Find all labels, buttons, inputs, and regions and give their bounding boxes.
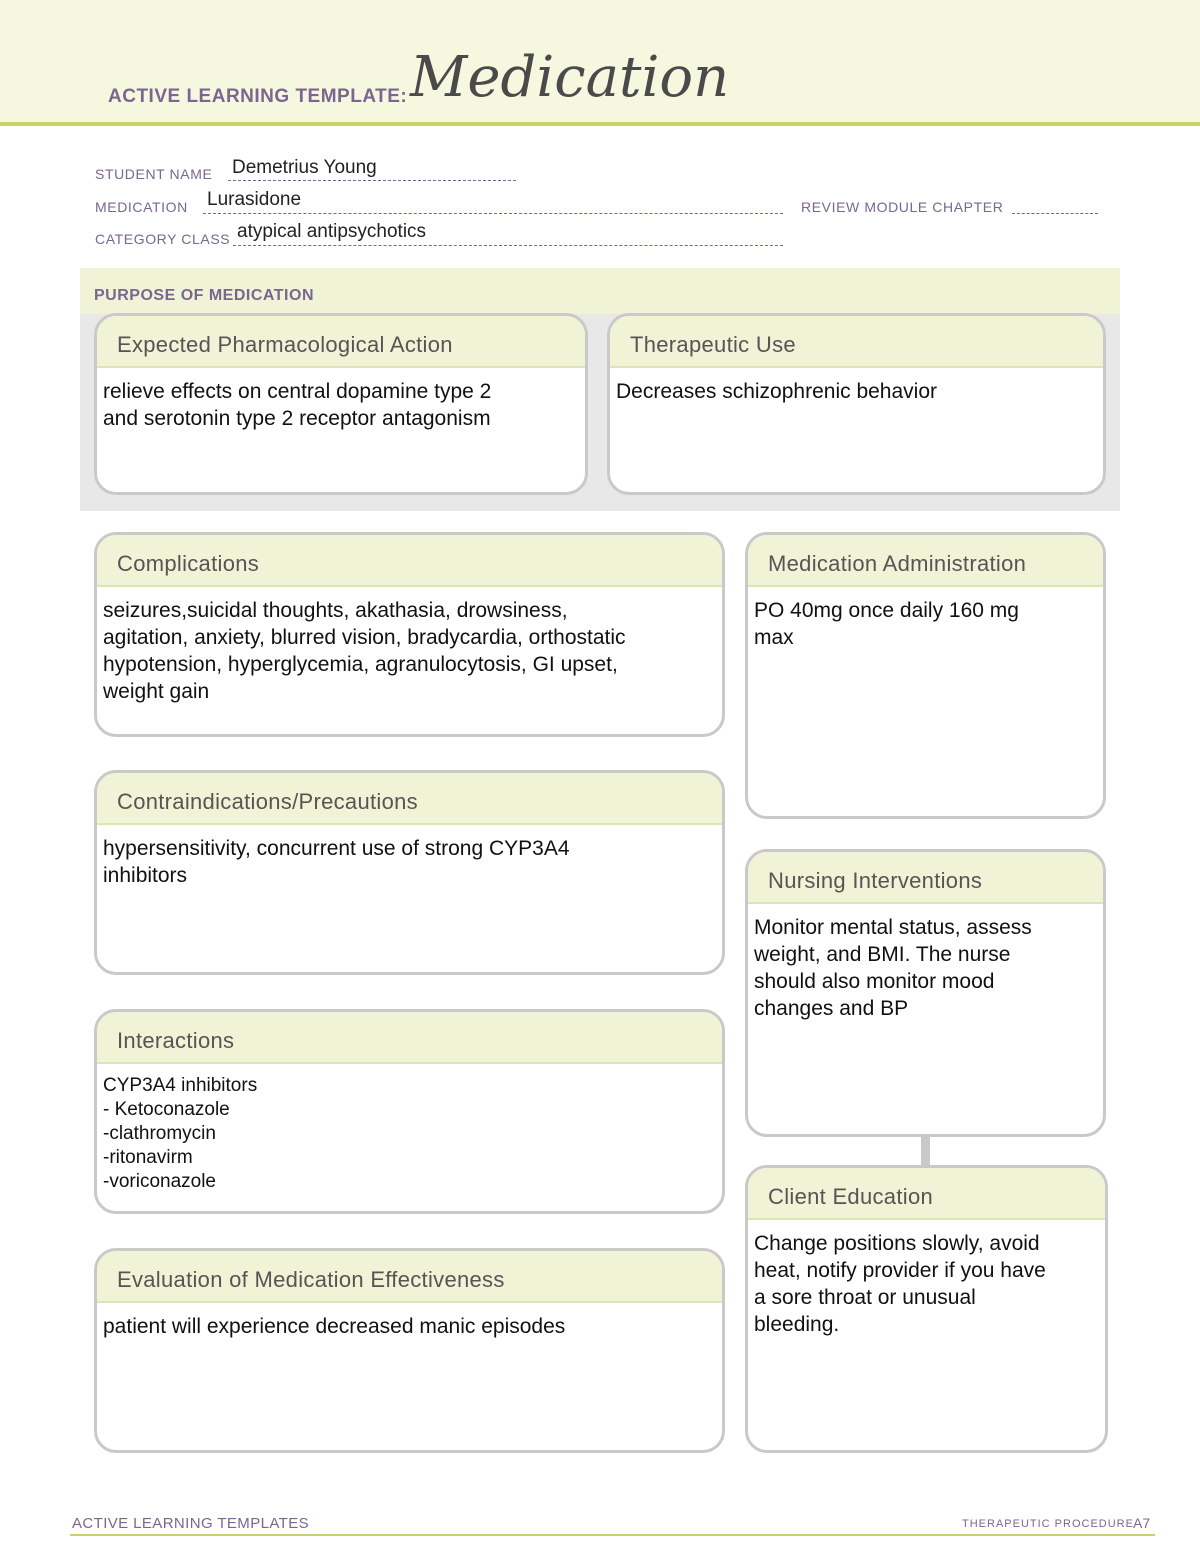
header-rule	[0, 122, 1200, 126]
expected-action-text[interactable]: relieve effects on central dopamine type 2 and serotonin type 2 receptor antagonism	[103, 380, 492, 430]
evaluation-text[interactable]: patient will experience decreased manic episodes	[103, 1315, 566, 1338]
student-name-line	[228, 180, 516, 181]
medication-field[interactable]: Lurasidone	[207, 189, 302, 210]
review-module-label: REVIEW MODULE CHAPTER	[801, 199, 1004, 215]
expected-action-title: Expected Pharmacological Action	[97, 316, 585, 368]
page-number: A7	[1133, 1515, 1151, 1531]
nursing-card	[745, 849, 1106, 1137]
review-module-line	[1012, 213, 1098, 214]
category-class-label: CATEGORY CLASS	[95, 231, 231, 247]
contraindications-text[interactable]: hypersensitivity, concurrent use of strong CYP3A4 inhibitors	[103, 837, 570, 887]
evaluation-card	[94, 1248, 725, 1453]
page-title: Medication	[410, 45, 730, 110]
nursing-text[interactable]: Monitor mental status, assess weight, and BMI. The nurse should also monitor mood changes and BP	[754, 916, 1032, 1020]
therapeutic-use-text[interactable]: Decreases schizophrenic behavior	[616, 380, 937, 403]
category-class-field[interactable]: atypical antipsychotics	[237, 221, 427, 242]
administration-text[interactable]: PO 40mg once daily 160 mg max	[754, 599, 1019, 649]
nursing-title: Nursing Interventions	[748, 852, 1103, 904]
footer-rule	[70, 1534, 1155, 1536]
student-name-field[interactable]: Demetrius Young	[232, 157, 377, 178]
contraindications-title: Contraindications/Precautions	[97, 773, 722, 825]
footer-left: ACTIVE LEARNING TEMPLATES	[72, 1515, 309, 1532]
purpose-title: PURPOSE OF MEDICATION	[94, 287, 314, 304]
medication-label: MEDICATION	[95, 199, 188, 215]
complications-text[interactable]: seizures,suicidal thoughts, akathasia, drowsiness, agitation, anxiety, blurred vision, bradycardia, orthostatic hypotension, hyperglycemia, agranulocytosis, GI upset, weight gain	[103, 599, 626, 703]
footer-right: THERAPEUTIC PROCEDURE	[962, 1518, 1134, 1530]
administration-card	[745, 532, 1106, 819]
interactions-card	[94, 1009, 725, 1214]
medication-line	[203, 213, 783, 214]
complications-card	[94, 532, 725, 737]
client-education-card	[745, 1165, 1108, 1453]
administration-title: Medication Administration	[748, 535, 1103, 587]
interactions-title: Interactions	[97, 1012, 722, 1064]
template-label: ACTIVE LEARNING TEMPLATE:	[108, 86, 408, 107]
student-name-label: STUDENT NAME	[95, 166, 213, 182]
therapeutic-use-card	[607, 313, 1106, 495]
category-class-line	[233, 245, 783, 246]
card-connector	[921, 1136, 930, 1166]
contraindications-card	[94, 770, 725, 975]
evaluation-title: Evaluation of Medication Effectiveness	[97, 1251, 722, 1303]
client-education-title: Client Education	[748, 1168, 1105, 1220]
complications-title: Complications	[97, 535, 722, 587]
interactions-text[interactable]: CYP3A4 inhibitors - Ketoconazole -clathromycin -ritonavirm -voriconazole	[103, 1075, 258, 1192]
therapeutic-use-title: Therapeutic Use	[610, 316, 1103, 368]
expected-action-card	[94, 313, 588, 495]
client-education-text[interactable]: Change positions slowly, avoid heat, notify provider if you have a sore throat or unusual bleeding.	[754, 1232, 1046, 1336]
